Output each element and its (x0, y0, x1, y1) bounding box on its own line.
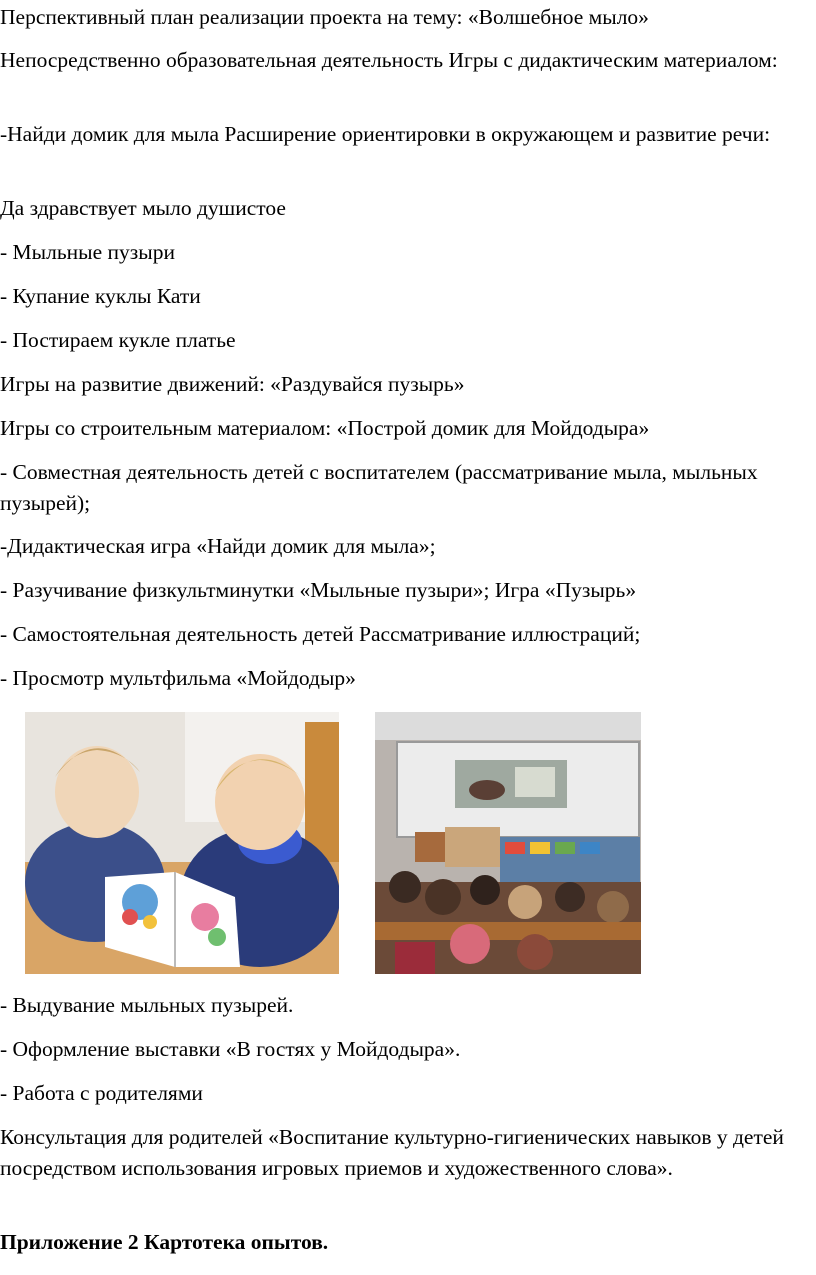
list-item: - Выдувание мыльных пузырей. (0, 993, 294, 1017)
paragraph-title: Перспективный план реализации проекта на тему: «Волшебное мыло» (0, 5, 649, 29)
list-item: - Мыльные пузыри (0, 240, 175, 264)
list-item: - Постираем кукле платье (0, 328, 236, 352)
list-item: - Работа с родителями (0, 1081, 203, 1105)
list-item: - Самостоятельная деятельность детей Рассматривание иллюстраций; (0, 622, 641, 646)
list-item: - Просмотр мультфильма «Мойдодыр» (0, 666, 356, 690)
photo-children-watching-cartoon (375, 712, 641, 974)
paragraph-find-house: -Найди домик для мыла Расширение ориентировки в окружающем и развитие речи: (0, 122, 771, 146)
list-item: - Разучивание физкультминутки «Мыльные пузыри»; Игра «Пузырь» (0, 578, 637, 602)
photo-boys-reading-illustration (25, 712, 339, 974)
list-item: Игры со строительным материалом: «Построй домик для Мойдодыра» (0, 416, 650, 440)
appendix-heading: Приложение 2 Картотека опытов. (0, 1230, 329, 1254)
list-item: - Оформление выставки «В гостях у Мойдодыра». (0, 1037, 461, 1061)
list-item: - Совместная деятельность детей с воспитателем (рассматривание мыла, мыльных пузырей); (0, 460, 758, 515)
paragraph-nod: Непосредственно образовательная деятельность Игры с дидактическим материалом: (0, 48, 778, 72)
photo-cartoon-screening-illustration (375, 712, 641, 974)
paragraph-consultation: Консультация для родителей «Воспитание культурно-гигиенических навыков у детей посредством использования игровых приемов и художественного слова». (0, 1125, 784, 1180)
list-item: Игры на развитие движений: «Раздувайся пузырь» (0, 372, 465, 396)
photo-boys-reading-book (25, 712, 339, 974)
list-item: -Дидактическая игра «Найди домик для мыла»; (0, 534, 436, 558)
list-item: - Купание куклы Кати (0, 284, 201, 308)
list-item: Да здравствует мыло душистое (0, 196, 286, 220)
